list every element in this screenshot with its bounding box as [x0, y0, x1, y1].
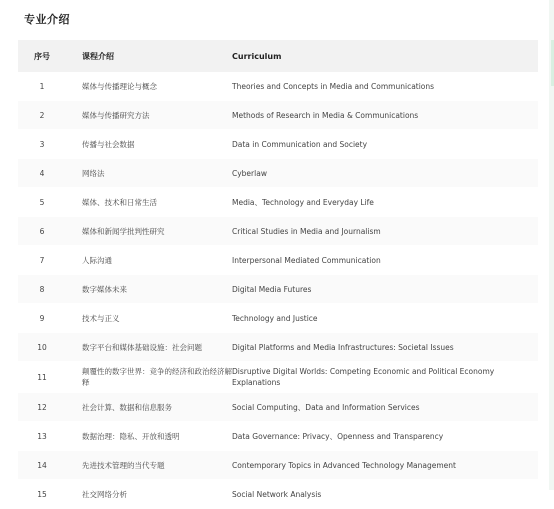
row-num: 4	[39, 168, 45, 178]
scrollbar-track[interactable]	[549, 0, 554, 490]
row-course-en: Social Network Analysis	[232, 489, 322, 499]
table-row	[18, 101, 538, 130]
table-row	[18, 159, 538, 188]
row-course-cn: 先进技术管理的当代专题	[82, 460, 165, 470]
row-course-en: Digital Platforms and Media Infrastructures: Societal Issues	[232, 342, 454, 352]
header-course-en: Curriculum	[232, 51, 282, 61]
table-row	[18, 333, 538, 362]
table-row	[18, 130, 538, 159]
row-course-en: Media、Technology and Everyday Life	[232, 197, 374, 207]
header-course-cn: 课程介绍	[82, 51, 114, 61]
table-row	[18, 480, 538, 509]
row-course-en: Disruptive Digital Worlds: Competing Economic and Political Economy Explanations	[232, 367, 495, 387]
row-course-cn: 媒体与传播研究方法	[82, 110, 150, 120]
row-course-en: Interpersonal Mediated Communication	[232, 255, 381, 265]
row-num: 1	[39, 81, 45, 91]
table-row	[18, 246, 538, 275]
row-course-en: Data in Communication and Society	[232, 139, 368, 149]
row-num: 10	[37, 342, 47, 352]
row-num: 6	[39, 226, 45, 236]
table-row	[18, 217, 538, 246]
row-course-en: Digital Media Futures	[232, 284, 312, 294]
row-course-cn: 数字媒体未来	[82, 284, 127, 294]
row-num: 14	[37, 460, 47, 470]
row-course-cn: 颠覆性的数字世界：竞争的经济和政治经济解释	[82, 367, 232, 387]
table-row	[18, 275, 538, 304]
row-course-cn: 数据治理：隐私、开放和透明	[82, 431, 180, 441]
header-num: 序号	[34, 51, 50, 61]
row-course-cn: 人际沟通	[82, 255, 112, 265]
table-row	[18, 72, 538, 101]
row-course-en: Social Computing、Data and Information Services	[232, 402, 420, 412]
curriculum-table	[18, 40, 538, 509]
table-row	[18, 362, 538, 393]
row-num: 11	[37, 372, 47, 382]
row-course-en: Critical Studies in Media and Journalism	[232, 226, 381, 236]
row-course-en: Cyberlaw	[232, 168, 267, 178]
row-course-en: Data Governance: Privacy、Openness and Transparency	[232, 431, 444, 441]
row-course-en: Theories and Concepts in Media and Communications	[232, 81, 435, 91]
row-course-en: Contemporary Topics in Advanced Technology Management	[232, 460, 456, 470]
table-row	[18, 451, 538, 480]
row-course-cn: 媒体和新闻学批判性研究	[82, 226, 165, 236]
row-num: 13	[37, 431, 47, 441]
row-course-cn: 传播与社会数据	[82, 139, 135, 149]
row-course-en: Methods of Research in Media & Communications	[232, 110, 419, 120]
row-course-cn: 媒体、技术和日常生活	[82, 197, 157, 207]
row-course-cn: 社交网络分析	[82, 489, 127, 499]
row-course-cn: 网络法	[82, 168, 105, 178]
section-title: 专业介绍	[24, 13, 70, 26]
table-row	[18, 304, 538, 333]
row-num: 2	[39, 110, 45, 120]
table-body	[18, 72, 538, 509]
table-row	[18, 188, 538, 217]
row-num: 5	[39, 197, 45, 207]
row-num: 8	[39, 284, 45, 294]
row-course-cn: 技术与正义	[82, 313, 120, 323]
row-num: 7	[39, 255, 45, 265]
row-course-cn: 媒体与传播理论与概念	[82, 81, 157, 91]
row-num: 15	[37, 489, 47, 499]
row-course-cn: 社会计算、数据和信息服务	[82, 402, 172, 412]
row-course-en: Technology and Justice	[232, 313, 318, 323]
row-num: 12	[37, 402, 47, 412]
row-num: 9	[39, 313, 45, 323]
table-row	[18, 393, 538, 422]
row-num: 3	[39, 139, 45, 149]
table-row	[18, 422, 538, 451]
row-course-cn: 数字平台和媒体基础设施：社会问题	[82, 342, 202, 352]
table-header	[18, 40, 538, 72]
